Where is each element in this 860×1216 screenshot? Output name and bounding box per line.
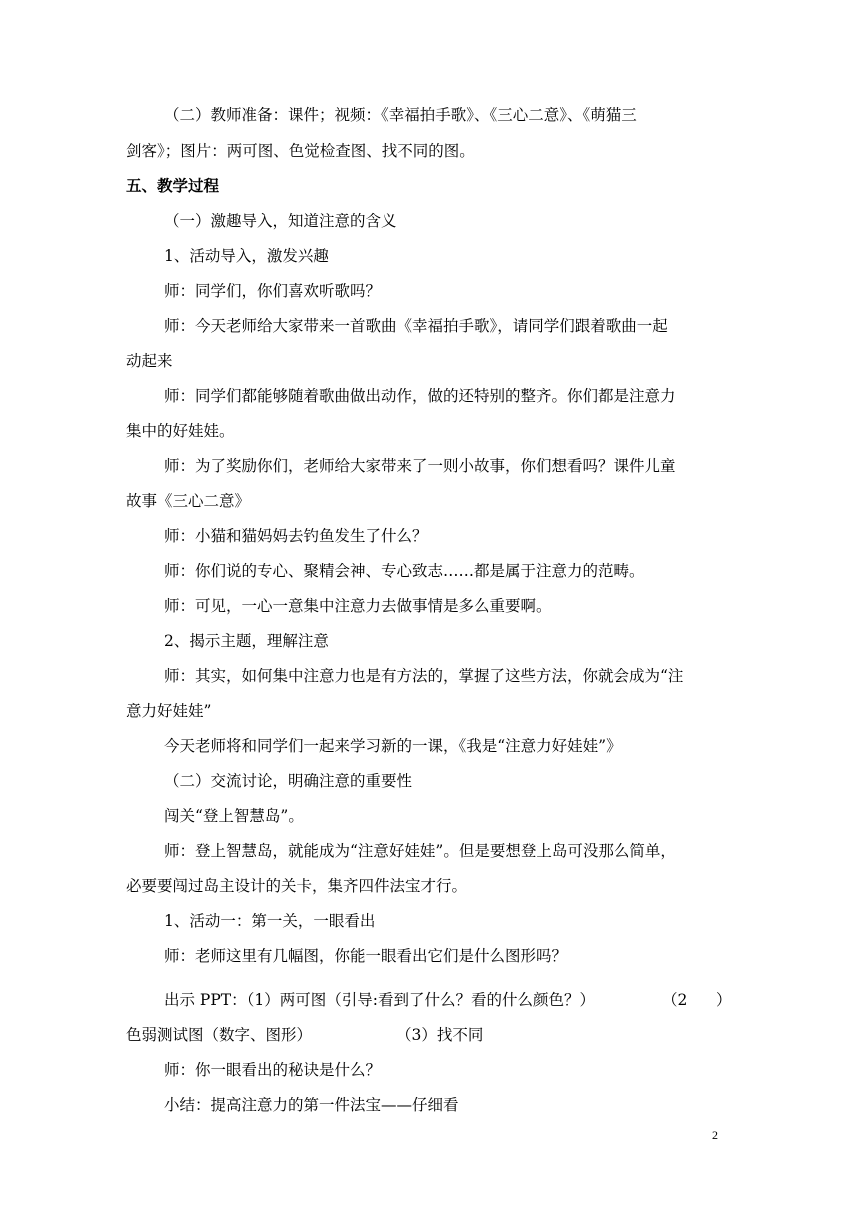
- text-line: 1、活动一：第一关，一眼看出: [164, 912, 376, 930]
- text-line: 出示 PPT：（1）两可图（引导:看到了什么？看的什么颜色？）: [164, 991, 595, 1009]
- text-line: 1、活动导入，激发兴趣: [164, 247, 329, 265]
- text-line: 师：其实，如何集中注意力也是有方法的，掌握了这些方法，你就会成为“注: [164, 667, 684, 685]
- text-line: （二）教师准备：课件；视频：《幸福拍手歌》、《三心二意》、《萌猫三: [164, 106, 637, 124]
- text-line: 色弱测试图（数字、图形）: [126, 1026, 313, 1044]
- text-line: 师：小猫和猫妈妈去钓鱼发生了什么？: [164, 527, 428, 545]
- text-line: 必要要闯过岛主设计的关卡，集齐四件法宝才行。: [126, 877, 468, 895]
- text-line: 师：为了奖励你们，老师给大家带来了一则小故事，你们想看吗？课件儿童: [164, 457, 676, 475]
- text-line: 意力好娃娃”: [126, 702, 212, 720]
- text-line: 小结：提高注意力的第一件法宝——仔细看: [164, 1096, 459, 1114]
- section-heading: 五、教学过程: [126, 176, 220, 195]
- text-line: 师：今天老师给大家带来一首歌曲《幸福拍手歌》，请同学们跟着歌曲一起: [164, 317, 668, 335]
- text-line: 动起来: [126, 352, 173, 370]
- text-line: 2、揭示主题，理解注意: [164, 632, 329, 650]
- text-line: 师：同学们都能够随着歌曲做出动作，做的还特别的整齐。你们都是注意力: [164, 387, 676, 405]
- subsection-heading: （一）激趣导入，知道注意的含义: [164, 212, 397, 230]
- text-line: 师：可见，一心一意集中注意力去做事情是多么重要啊。: [164, 597, 552, 615]
- text-line: 集中的好娃娃。: [126, 422, 235, 440]
- text-line: 师：登上智慧岛，就能成为“注意好娃娃”。但是要想登上岛可没那么简单，: [164, 842, 676, 860]
- text-fragment: （2: [662, 991, 688, 1009]
- page-number: 2: [712, 1128, 718, 1142]
- text-line: 今天老师将和同学们一起来学习新的一课，《我是“注意力好娃娃”》: [164, 737, 622, 755]
- text-fragment: （3）找不同: [396, 1026, 484, 1044]
- text-fragment: ）: [716, 991, 732, 1009]
- text-line: 师：你一眼看出的秘诀是什么？: [164, 1061, 382, 1079]
- subsection-heading: （二）交流讨论，明确注意的重要性: [164, 772, 413, 790]
- text-line: 师：老师这里有几幅图，你能一眼看出它们是什么图形吗？: [164, 947, 568, 965]
- text-line: 师：你们说的专心、聚精会神、专心致志……都是属于注意力的范畴。: [164, 562, 645, 580]
- text-line: 闯关“登上智慧岛”。: [164, 807, 304, 825]
- text-line: 剑客》；图片：两可图、色觉检查图、找不同的图。: [126, 142, 475, 160]
- text-line: 故事《三心二意》: [126, 492, 251, 510]
- text-line: 师：同学们，你们喜欢听歌吗？: [164, 282, 382, 300]
